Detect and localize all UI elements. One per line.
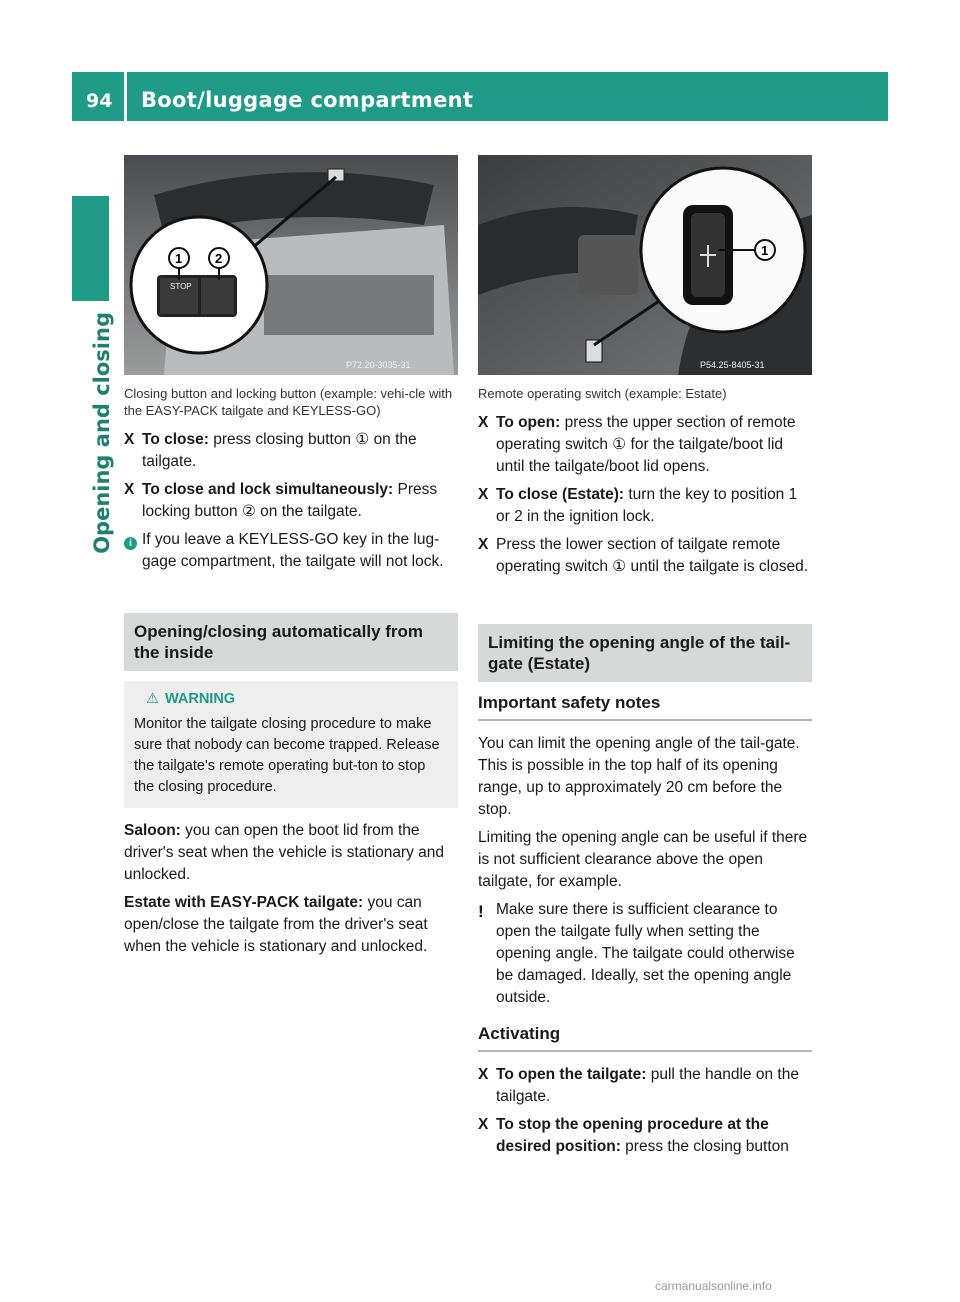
step-press-lower: X Press the lower section of tailgate remote operating switch ① until the tailgate is closed.: [478, 536, 809, 575]
callout-1-label: 1: [761, 243, 769, 258]
info-icon: i: [124, 537, 137, 550]
step-close-and-lock: X To close and lock simultaneously: Press locking button ② on the tailgate.: [124, 481, 438, 520]
remote-switch-photo: [478, 155, 812, 375]
figure-caption: Remote operating switch (example: Estate): [478, 386, 727, 401]
callout-1-label: 1: [175, 251, 183, 266]
caution-note: ! Make sure there is sufficient clearance to open the tailgate fully when setting the opening angle. The tailgate could otherwise be damaged. Ideally, set the opening angle outside.: [478, 901, 795, 1006]
warning-heading: ⚠ WARNING: [134, 689, 448, 710]
info-note: i If you leave a KEYLESS-GO key in the lug-gage compartment, the tailgate will not lock.: [124, 529, 458, 573]
section-title-auto-open: Opening/closing automatically from the inside: [124, 613, 458, 671]
figure-caption: Closing button and locking button (example: vehi-cle with the EASY-PACK tailgate and KEYLESS-GO): [124, 386, 453, 418]
step-arrow-icon: X: [478, 414, 489, 431]
callout-2-label: 2: [215, 251, 223, 266]
stop-label: STOP: [170, 282, 192, 291]
limit-paragraph: You can limit the opening angle of the tail-gate. This is possible in the top half of its opening range, up to approximately 20 cm before the stop.: [478, 735, 800, 818]
subhead-safety-notes: Important safety notes: [478, 692, 812, 721]
page-title: Boot/luggage compartment: [141, 88, 474, 112]
image-code: P54.25-8405-31: [700, 360, 765, 370]
step-arrow-icon: X: [124, 431, 135, 448]
step-stop-opening: X To stop the opening procedure at the desired position: press the closing button: [478, 1116, 789, 1155]
step-arrow-icon: X: [478, 536, 489, 553]
warning-box: [124, 681, 458, 808]
estate-paragraph: Estate with EASY-PACK tailgate: you can open/close the tailgate from the driver's seat when the vehicle is stationary and unlocked.: [124, 894, 428, 955]
side-tab-label: Opening and closing: [90, 312, 114, 554]
step-to-close: X To close: press closing button ① on the tailgate.: [124, 431, 417, 470]
saloon-paragraph: Saloon: you can open the boot lid from the driver's seat when the vehicle is stationary and unlocked.: [124, 822, 445, 883]
section-title-limit-angle: Limiting the opening angle of the tail-gate (Estate): [478, 624, 812, 682]
side-tab-marker: [72, 196, 109, 301]
step-to-open: X To open: press the upper section of remote operating switch ① for the tailgate/boot lid until the tailgate/boot lid opens.: [478, 414, 796, 475]
right-column: [478, 155, 812, 1164]
exclamation-icon: !: [478, 902, 484, 921]
step-open-tailgate: X To open the tailgate: pull the handle on the tailgate.: [478, 1066, 799, 1105]
page-number: 94: [86, 90, 113, 112]
step-arrow-icon: X: [478, 1116, 489, 1133]
left-column: [124, 155, 458, 964]
step-to-close-estate: X To close (Estate): turn the key to position 1 or 2 in the ignition lock.: [478, 486, 798, 525]
useful-paragraph: Limiting the opening angle can be useful if there is not sufficient clearance above the open tailgate, for example.: [478, 829, 808, 890]
step-arrow-icon: X: [124, 481, 135, 498]
step-arrow-icon: X: [478, 1066, 489, 1083]
subhead-activating: Activating: [478, 1023, 812, 1052]
header-divider: [124, 72, 127, 121]
watermark: carmanualsonline.info: [655, 1279, 772, 1293]
image-code: P72.20-3035-31: [346, 360, 411, 370]
step-arrow-icon: X: [478, 486, 489, 503]
warning-triangle-icon: ⚠: [146, 691, 159, 707]
warning-text: Monitor the tailgate closing procedure to make sure that nobody can become trapped. Release the tailgate's remote operating but-ton to stop the closing procedure.: [134, 716, 440, 795]
tailgate-button-photo: [124, 155, 458, 375]
